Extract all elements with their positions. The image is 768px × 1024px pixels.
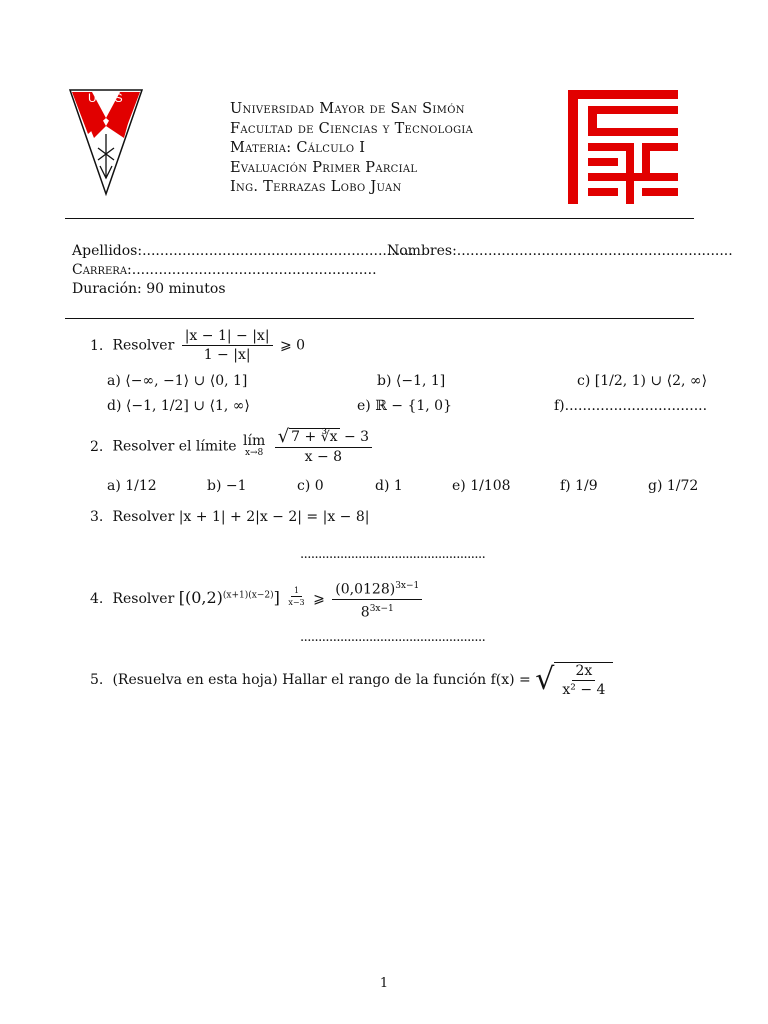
question-5-text: (Resuelva en esta hoja) Hallar el rango de la función f(x) = <box>112 672 531 688</box>
outer-exponent-numerator: 1 <box>291 586 302 597</box>
question-4-denominator <box>358 600 397 621</box>
top-rule <box>65 218 694 219</box>
q2-option-g[interactable]: g) 1/72 <box>648 478 699 494</box>
question-2-radicand: 7 + ∛x <box>291 429 338 445</box>
q2-option-d[interactable]: d) 1 <box>375 478 403 494</box>
fcyt-logo <box>568 90 678 204</box>
question-4-outer-exponent <box>285 586 307 607</box>
q1-option-d[interactable]: d) ⟨−1, 1/2] ∪ ⟨1, ∞⟩ <box>107 398 250 414</box>
page-number: 1 <box>379 976 389 991</box>
subject-name: Materia: Cálculo I <box>230 140 366 156</box>
teacher-name: Ing. Terrazas Lobo Juan <box>230 179 402 195</box>
question-4-numerator <box>332 578 422 600</box>
question-5-number: 5. <box>90 672 104 688</box>
carrera-field[interactable]: Carrera:....................................................... <box>72 262 377 278</box>
question-1-prefix: Resolver <box>112 337 175 354</box>
question-3-number: 3. <box>90 509 104 525</box>
question-3-answer-line[interactable]: ................................................... <box>300 547 486 562</box>
question-2-numerator <box>275 428 372 448</box>
faculty-name: Facultad de Ciencias y Tecnologia <box>230 120 474 137</box>
question-4-base-exponent: (x+1)(x−2) <box>222 590 274 601</box>
question-4 <box>90 578 425 620</box>
limit-subscript: x→8 <box>244 447 264 458</box>
q1-option-f[interactable]: f)................................ <box>554 398 708 414</box>
q1-option-a[interactable]: a) ⟨−∞, −1⟩ ∪ ⟨0, 1] <box>107 373 248 389</box>
header-block <box>230 100 473 198</box>
q4-denominator-exponent: 3x−1 <box>369 603 394 614</box>
q1-option-e[interactable]: e) ℝ − {1, 0} <box>357 398 452 414</box>
info-rule <box>65 318 694 319</box>
q2-option-e[interactable]: e) 1/108 <box>452 478 511 494</box>
question-1-fraction <box>182 328 273 363</box>
q2-option-b[interactable]: b) −1 <box>207 478 247 494</box>
question-4-answer-line[interactable]: ................................................... <box>300 630 486 645</box>
question-5-sqrt <box>535 662 613 698</box>
umss-logo-text: UMSS <box>88 91 123 105</box>
apellidos-field[interactable]: Apellidos:............................................................. <box>72 243 414 259</box>
question-4-fraction <box>332 578 422 620</box>
question-5-numerator: 2x <box>572 663 595 681</box>
question-2-number: 2. <box>90 438 104 455</box>
question-1 <box>90 328 305 363</box>
duracion-text: Duración: 90 minutos <box>72 281 226 297</box>
question-5-fraction <box>559 663 608 698</box>
question-4-base: [(0,2) <box>178 588 223 608</box>
question-1-numerator: |x − 1| − |x| <box>182 328 273 346</box>
question-3 <box>90 509 369 525</box>
question-2-denominator: x − 8 <box>304 449 343 465</box>
nombres-field[interactable]: Nombres:.............................................................. <box>387 243 733 259</box>
q2-option-f[interactable]: f) 1/9 <box>560 478 598 494</box>
question-1-suffix: ⩾ 0 <box>280 337 306 354</box>
outer-exponent-denominator: x−3 <box>288 598 305 608</box>
question-4-number: 4. <box>90 591 104 608</box>
question-3-text: Resolver |x + 1| + 2|x − 2| = |x − 8| <box>112 509 370 525</box>
question-2-limit <box>243 432 266 459</box>
question-1-denominator: 1 − |x| <box>203 347 251 363</box>
question-1-number: 1. <box>90 337 104 354</box>
q2-option-a[interactable]: a) 1/12 <box>107 478 157 494</box>
question-5-radicand <box>554 662 613 698</box>
question-5-denominator: x² − 4 <box>562 682 606 698</box>
university-name: Universidad Mayor de San Simón <box>230 101 465 117</box>
q1-option-c[interactable]: c) [1/2, 1) ∪ ⟨2, ∞⟩ <box>577 373 708 389</box>
question-2 <box>90 428 375 465</box>
radical-sign-icon: √ <box>535 662 555 697</box>
radical-sign-icon: √ <box>277 426 290 447</box>
sqrt-symbol <box>278 428 340 446</box>
q4-numerator-base: (0,0128) <box>335 581 396 598</box>
q4-denominator-base: 8 <box>360 604 370 621</box>
question-4-relation: ⩾ <box>313 591 325 608</box>
limit-operator: lím <box>243 432 266 449</box>
question-2-fraction <box>275 428 372 465</box>
q1-option-b[interactable]: b) ⟨−1, 1] <box>377 373 446 389</box>
question-5 <box>90 662 613 698</box>
question-2-prefix: Resolver el límite <box>112 438 237 455</box>
exam-title: Evaluación Primer Parcial <box>230 159 418 176</box>
question-4-bracket-close: ] <box>273 588 280 608</box>
umss-logo <box>68 88 144 198</box>
question-4-prefix: Resolver <box>112 591 175 608</box>
q4-numerator-exponent: 3x−1 <box>395 581 420 591</box>
q2-option-c[interactable]: c) 0 <box>297 478 324 494</box>
question-2-numerator-tail: − 3 <box>343 429 370 445</box>
